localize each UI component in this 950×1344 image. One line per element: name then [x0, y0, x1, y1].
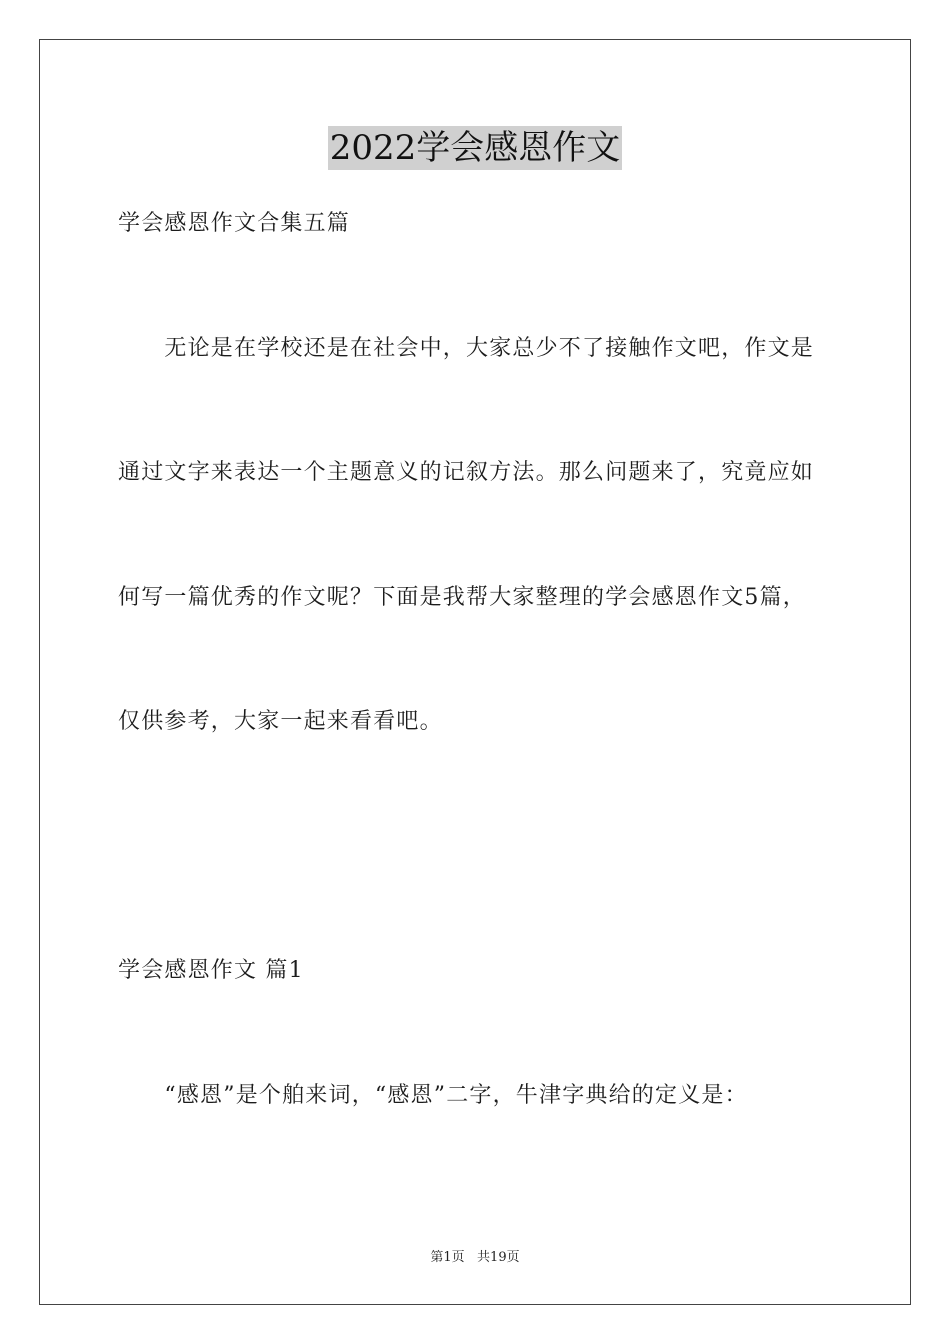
document-subtitle: 学会感恩作文合集五篇 — [118, 211, 351, 236]
paragraph-line: “感恩”是个舶来词，“感恩”二字，牛津字典给的定义是： — [118, 1083, 748, 1108]
paragraph-line: 无论是在学校还是在社会中，大家总少不了接触作文吧，作文是 — [118, 336, 815, 361]
document-title: 2022学会感恩作文 — [329, 128, 621, 168]
section-heading: 学会感恩作文 篇1 — [118, 958, 304, 983]
paragraph-line: 何写一篇优秀的作文呢？下面是我帮大家整理的学会感恩作文5篇， — [118, 585, 806, 610]
paragraph-line: 仅供参考，大家一起来看看吧。 — [118, 709, 443, 734]
title-container — [0, 126, 950, 170]
page-footer: 第1页 共19页 — [430, 1250, 520, 1265]
paragraph-line: 通过文字来表达一个主题意义的记叙方法。那么问题来了，究竟应如 — [118, 460, 815, 485]
